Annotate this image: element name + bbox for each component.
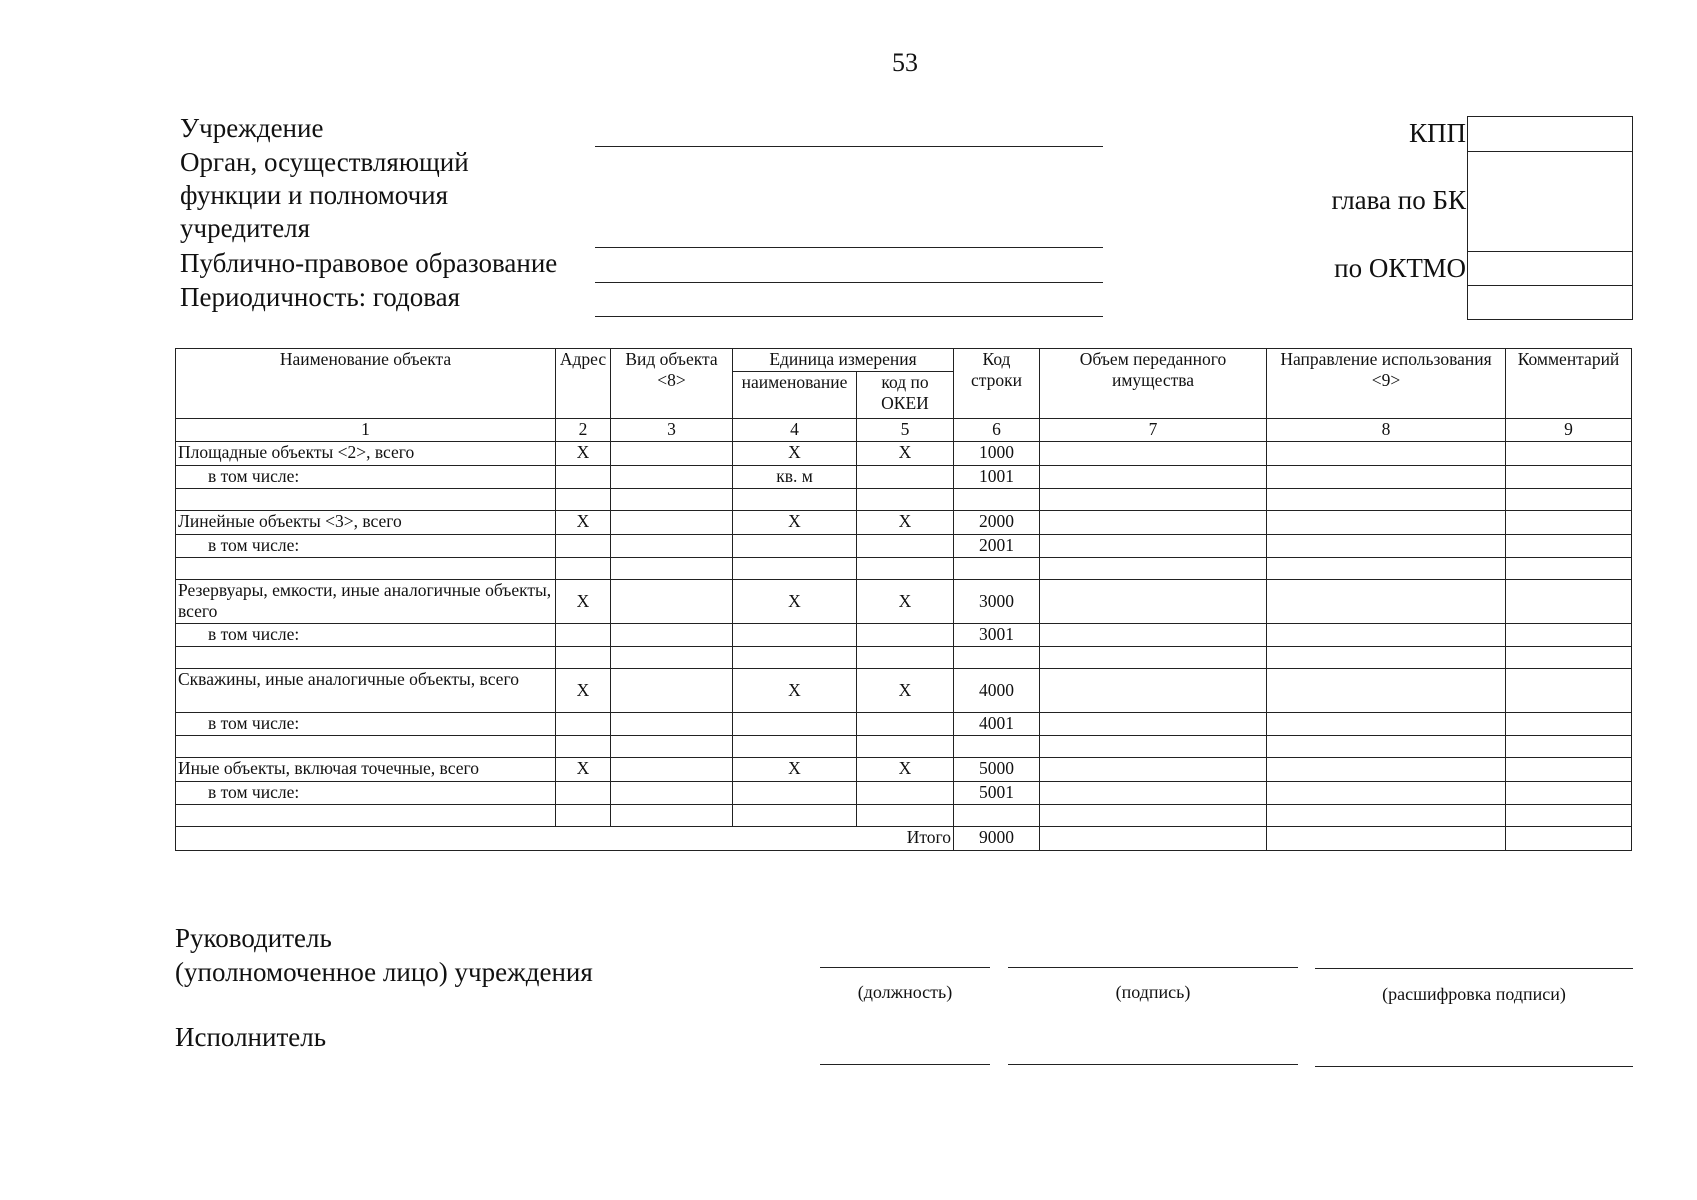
table-cell[interactable] xyxy=(611,580,733,624)
table-cell[interactable] xyxy=(857,647,954,669)
table-cell[interactable] xyxy=(1506,782,1632,805)
col-number: 4 xyxy=(733,419,857,442)
table-cell[interactable] xyxy=(556,782,611,805)
x-mark: X xyxy=(857,669,954,713)
row-code: 3001 xyxy=(954,624,1040,647)
header-address: Адрес xyxy=(556,349,611,419)
oktmo-cell[interactable] xyxy=(1468,252,1632,286)
table-cell[interactable] xyxy=(1040,827,1267,851)
table-cell[interactable] xyxy=(857,736,954,758)
table-row xyxy=(176,736,1632,758)
x-mark: X xyxy=(733,511,857,535)
table-cell[interactable] xyxy=(556,489,611,511)
table-row xyxy=(176,782,1632,805)
table-cell[interactable] xyxy=(1040,511,1267,535)
x-mark: X xyxy=(733,442,857,466)
row-name: Резервуары, емкости, иные аналогичные объекты, всего xyxy=(176,580,556,624)
header-unit-name: наименование xyxy=(733,372,857,419)
kpp-label: КПП xyxy=(1408,118,1466,148)
header-direction: Направление использования <9> xyxy=(1267,349,1506,419)
table-cell[interactable] xyxy=(1267,736,1506,758)
x-mark: X xyxy=(556,442,611,466)
table-cell[interactable] xyxy=(1040,624,1267,647)
table-cell[interactable] xyxy=(733,782,857,805)
table-cell[interactable] xyxy=(733,647,857,669)
table-cell[interactable] xyxy=(1506,511,1632,535)
table-cell[interactable] xyxy=(1267,489,1506,511)
header-row-1 xyxy=(176,349,1632,372)
head-label-line1: Руководитель xyxy=(175,923,332,953)
table-cell[interactable] xyxy=(1506,466,1632,489)
table-cell[interactable] xyxy=(176,736,556,758)
table-cell[interactable] xyxy=(1267,466,1506,489)
table-cell[interactable] xyxy=(611,442,733,466)
glava-bk-cell[interactable] xyxy=(1468,152,1632,252)
row-code: 4001 xyxy=(954,713,1040,736)
signature-field[interactable] xyxy=(1008,967,1298,968)
table-cell[interactable] xyxy=(1267,624,1506,647)
table-cell[interactable] xyxy=(1506,713,1632,736)
table-cell[interactable] xyxy=(733,489,857,511)
table-cell[interactable] xyxy=(556,624,611,647)
x-mark: X xyxy=(857,758,954,782)
table-cell[interactable] xyxy=(1506,624,1632,647)
page-number: 53 xyxy=(892,48,918,77)
table-cell[interactable] xyxy=(954,558,1040,580)
signature-caption: (подпись) xyxy=(1115,982,1191,1002)
table-row xyxy=(176,489,1632,511)
x-mark: X xyxy=(733,580,857,624)
table-cell[interactable] xyxy=(857,782,954,805)
table-cell[interactable] xyxy=(611,489,733,511)
table-row xyxy=(176,647,1632,669)
table-cell[interactable] xyxy=(611,466,733,489)
table-cell[interactable] xyxy=(857,805,954,827)
col-number: 2 xyxy=(556,419,611,442)
codes-box xyxy=(1467,116,1633,320)
table-cell[interactable] xyxy=(611,805,733,827)
table-row xyxy=(176,442,1632,466)
table-cell[interactable] xyxy=(954,489,1040,511)
row-name: Скважины, иные аналогичные объекты, всего xyxy=(176,669,556,713)
municipality-label: Публично-правовое образование xyxy=(180,248,558,278)
table-cell[interactable] xyxy=(954,647,1040,669)
header-row-code: Код строки xyxy=(954,349,1040,419)
row-code: 3000 xyxy=(954,580,1040,624)
periodicity-label: Периодичность: годовая xyxy=(180,282,461,312)
table-cell[interactable] xyxy=(954,805,1040,827)
table-cell[interactable] xyxy=(1267,580,1506,624)
table-cell[interactable] xyxy=(857,489,954,511)
header-volume: Объем переданного имущества xyxy=(1040,349,1267,419)
col-number: 9 xyxy=(1506,419,1632,442)
table-cell[interactable] xyxy=(611,669,733,713)
founder-label-line1: Орган, осуществляющий xyxy=(180,147,469,177)
row-code: 1001 xyxy=(954,466,1040,489)
table-cell[interactable] xyxy=(176,647,556,669)
executor-signature-field[interactable] xyxy=(1008,1064,1298,1065)
x-mark: X xyxy=(733,669,857,713)
table-cell[interactable] xyxy=(1506,489,1632,511)
table-cell[interactable] xyxy=(611,782,733,805)
row-code: 2000 xyxy=(954,511,1040,535)
table-cell[interactable] xyxy=(1267,827,1506,851)
table-cell[interactable] xyxy=(733,558,857,580)
table-cell[interactable] xyxy=(1040,647,1267,669)
table-cell[interactable] xyxy=(857,535,954,558)
table-cell[interactable] xyxy=(611,558,733,580)
row-name: в том числе: xyxy=(176,466,556,489)
x-mark: X xyxy=(857,442,954,466)
table-row xyxy=(176,558,1632,580)
position-field[interactable] xyxy=(820,967,990,968)
table-cell[interactable] xyxy=(1267,713,1506,736)
col-number: 8 xyxy=(1267,419,1506,442)
table-cell[interactable] xyxy=(611,758,733,782)
oktmo-label: по ОКТМО xyxy=(1334,253,1466,283)
table-row xyxy=(176,669,1632,713)
col-number: 1 xyxy=(176,419,556,442)
table-cell[interactable] xyxy=(1040,758,1267,782)
table-cell[interactable] xyxy=(556,736,611,758)
x-mark: X xyxy=(556,580,611,624)
header-type: Вид объекта <8> xyxy=(611,349,733,419)
col-number: 7 xyxy=(1040,419,1267,442)
table-cell[interactable] xyxy=(1506,669,1632,713)
table-cell[interactable] xyxy=(1267,669,1506,713)
table-cell[interactable] xyxy=(176,805,556,827)
table-row xyxy=(176,805,1632,827)
table-cell[interactable] xyxy=(954,736,1040,758)
table-cell[interactable] xyxy=(176,558,556,580)
table-cell[interactable] xyxy=(556,647,611,669)
column-numbers-row xyxy=(176,419,1632,442)
col-number: 5 xyxy=(857,419,954,442)
table-cell[interactable] xyxy=(733,624,857,647)
table-cell[interactable] xyxy=(1506,580,1632,624)
institution-label: Учреждение xyxy=(180,113,324,143)
head-label-line2: (уполномоченное лицо) учреждения xyxy=(175,957,593,987)
table-cell[interactable] xyxy=(1267,442,1506,466)
glava-bk-label: глава по БК xyxy=(1331,185,1466,215)
unit-name: кв. м xyxy=(733,466,857,489)
total-code: 9000 xyxy=(954,827,1040,851)
table-cell[interactable] xyxy=(733,736,857,758)
table-cell[interactable] xyxy=(1040,558,1267,580)
row-name: в том числе: xyxy=(176,782,556,805)
row-name: в том числе: xyxy=(176,624,556,647)
table-cell[interactable] xyxy=(611,647,733,669)
table-cell[interactable] xyxy=(733,805,857,827)
table-cell[interactable] xyxy=(1040,535,1267,558)
table-cell[interactable] xyxy=(733,713,857,736)
table-cell[interactable] xyxy=(1506,827,1632,851)
table-row xyxy=(176,713,1632,736)
table-row xyxy=(176,511,1632,535)
row-name: Линейные объекты <3>, всего xyxy=(176,511,556,535)
founder-label-line3: учредителя xyxy=(180,213,311,243)
founder-field[interactable] xyxy=(595,247,1103,248)
decoding-caption: (расшифровка подписи) xyxy=(1382,984,1566,1004)
table-cell[interactable] xyxy=(1040,442,1267,466)
table-cell[interactable] xyxy=(176,489,556,511)
table-cell[interactable] xyxy=(1506,558,1632,580)
x-mark: X xyxy=(556,511,611,535)
x-mark: X xyxy=(556,669,611,713)
table-cell[interactable] xyxy=(611,713,733,736)
row-code: 5001 xyxy=(954,782,1040,805)
table-cell[interactable] xyxy=(556,558,611,580)
blank-code-cell[interactable] xyxy=(1468,286,1632,319)
periodicity-field[interactable] xyxy=(595,316,1103,317)
table-cell[interactable] xyxy=(857,624,954,647)
row-name: в том числе: xyxy=(176,713,556,736)
table-cell[interactable] xyxy=(1040,580,1267,624)
table-cell[interactable] xyxy=(556,535,611,558)
founder-label-line2: функции и полномочия xyxy=(180,180,449,210)
col-number: 3 xyxy=(611,419,733,442)
table-cell[interactable] xyxy=(611,736,733,758)
header-comment: Комментарий xyxy=(1506,349,1632,419)
table-row xyxy=(176,624,1632,647)
table-cell[interactable] xyxy=(1267,535,1506,558)
table-row xyxy=(176,535,1632,558)
table-cell[interactable] xyxy=(1506,647,1632,669)
row-code: 4000 xyxy=(954,669,1040,713)
table-row xyxy=(176,580,1632,624)
table-cell[interactable] xyxy=(1040,489,1267,511)
table-row xyxy=(176,758,1632,782)
row-name: в том числе: xyxy=(176,535,556,558)
kpp-cell[interactable] xyxy=(1468,117,1632,152)
table-cell[interactable] xyxy=(1040,713,1267,736)
total-label: Итого xyxy=(176,827,954,851)
row-name: Площадные объекты <2>, всего xyxy=(176,442,556,466)
row-code: 5000 xyxy=(954,758,1040,782)
position-caption: (должность) xyxy=(857,982,953,1002)
table-cell[interactable] xyxy=(733,535,857,558)
table-cell[interactable] xyxy=(1040,466,1267,489)
row-name: Иные объекты, включая точечные, всего xyxy=(176,758,556,782)
table-cell[interactable] xyxy=(1506,736,1632,758)
table-cell[interactable] xyxy=(1267,647,1506,669)
table-cell[interactable] xyxy=(611,624,733,647)
table-cell[interactable] xyxy=(1506,535,1632,558)
table-cell[interactable] xyxy=(1040,736,1267,758)
header-unit-code: код по ОКЕИ xyxy=(857,372,954,419)
table-cell[interactable] xyxy=(1267,758,1506,782)
table-cell[interactable] xyxy=(857,466,954,489)
x-mark: X xyxy=(556,758,611,782)
row-code: 1000 xyxy=(954,442,1040,466)
table-cell[interactable] xyxy=(1040,782,1267,805)
table-cell[interactable] xyxy=(556,713,611,736)
x-mark: X xyxy=(733,758,857,782)
table-cell[interactable] xyxy=(1506,442,1632,466)
table-cell[interactable] xyxy=(857,558,954,580)
header-unit: Единица измерения xyxy=(733,349,954,372)
table-cell[interactable] xyxy=(556,466,611,489)
header-name: Наименование объекта xyxy=(176,349,556,419)
table-cell[interactable] xyxy=(1506,805,1632,827)
table-cell[interactable] xyxy=(1040,805,1267,827)
table-cell[interactable] xyxy=(1267,805,1506,827)
table-cell[interactable] xyxy=(1040,669,1267,713)
table-row xyxy=(176,466,1632,489)
institution-field[interactable] xyxy=(595,146,1103,147)
x-mark: X xyxy=(857,511,954,535)
table-cell[interactable] xyxy=(1267,511,1506,535)
table-cell[interactable] xyxy=(1267,782,1506,805)
table-cell[interactable] xyxy=(1267,558,1506,580)
objects-table xyxy=(175,348,1632,851)
table-cell[interactable] xyxy=(611,511,733,535)
executor-position-field[interactable] xyxy=(820,1064,990,1065)
table-cell[interactable] xyxy=(857,713,954,736)
table-cell[interactable] xyxy=(1506,758,1632,782)
table-cell[interactable] xyxy=(611,535,733,558)
executor-decoding-field[interactable] xyxy=(1315,1066,1633,1067)
col-number: 6 xyxy=(954,419,1040,442)
table-cell[interactable] xyxy=(556,805,611,827)
municipality-field[interactable] xyxy=(595,282,1103,283)
executor-label: Исполнитель xyxy=(175,1022,327,1052)
row-code: 2001 xyxy=(954,535,1040,558)
x-mark: X xyxy=(857,580,954,624)
decoding-field[interactable] xyxy=(1315,968,1633,969)
total-row xyxy=(176,827,1632,851)
